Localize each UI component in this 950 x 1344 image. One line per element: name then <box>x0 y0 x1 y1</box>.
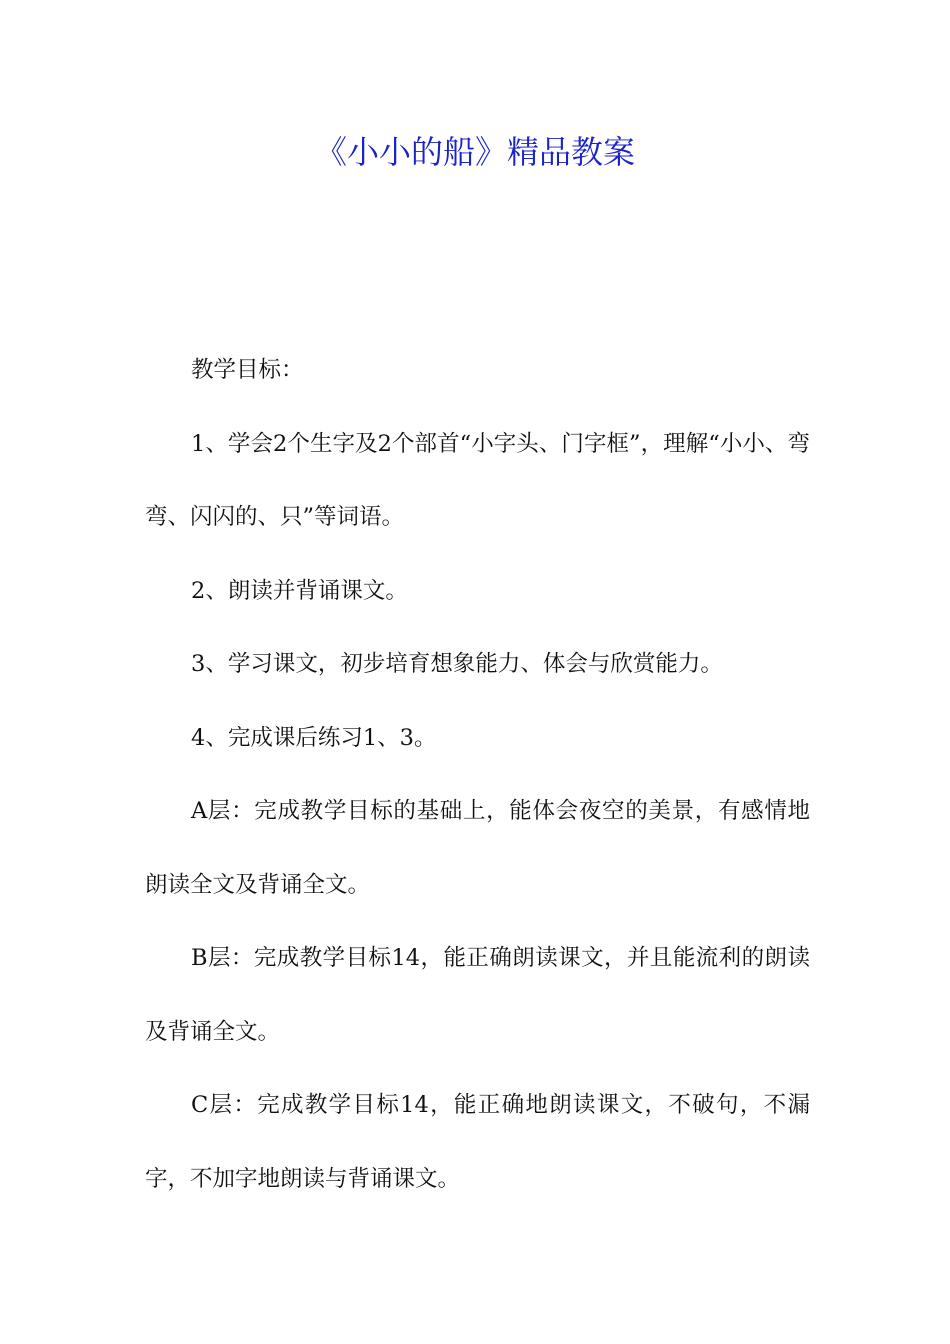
paragraph-level-a: A层：完成教学目标的基础上，能体会夜空的美景，有感情地朗读全文及背诵全文。 <box>145 798 810 898</box>
paragraph-objective-1: 1、学会2个生字及2个部首“小字头、门字框”，理解“小小、弯弯、闪闪的、只”等词语。 <box>145 430 810 530</box>
document-body <box>145 334 810 1216</box>
paragraph-objectives-heading: 教学目标： <box>191 357 304 383</box>
document-title: 《小小的船》精品教案 <box>314 133 635 171</box>
paragraph-level-b: B层：完成教学目标14，能正确朗读课文，并且能流利的朗读及背诵全文。 <box>145 945 810 1045</box>
paragraph-objective-3: 3、学习课文，初步培育想象能力、体会与欣赏能力。 <box>191 651 723 677</box>
paragraph-objective-4: 4、完成课后练习1、3。 <box>191 724 437 751</box>
paragraph-level-c: C层：完成教学目标14，能正确地朗读课文，不破句，不漏字，不加字地朗读与背诵课文。 <box>145 1092 810 1192</box>
paragraph-objective-2: 2、朗读并背诵课文。 <box>191 577 408 604</box>
